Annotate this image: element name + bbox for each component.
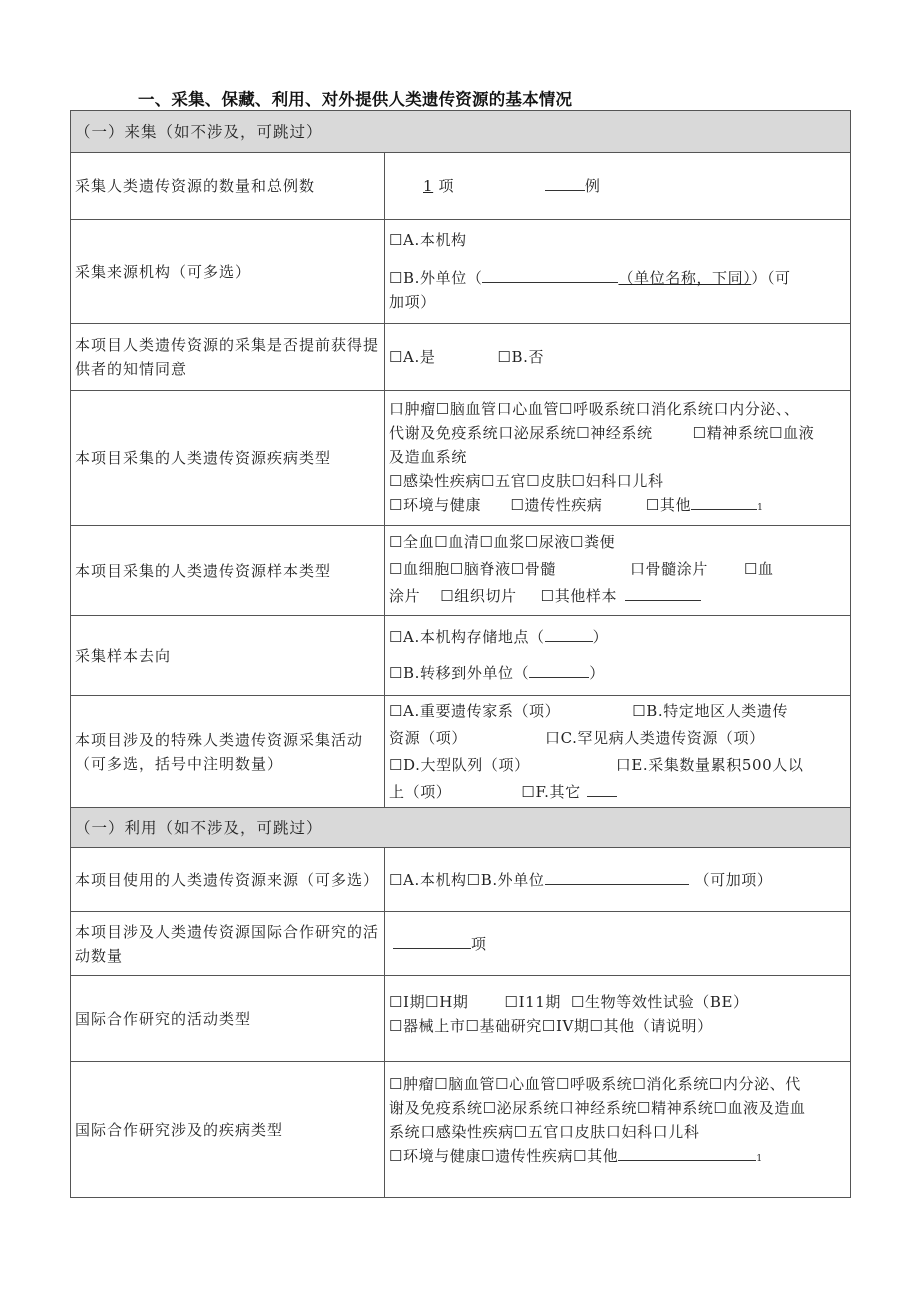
checkbox-family[interactable]: ☐A.重要遗传家系（项） xyxy=(389,702,561,720)
disease-line-4[interactable]: ☐感染性疾病☐五官☐皮肤☐妇科口儿科 xyxy=(389,471,664,490)
row-value-use-source xyxy=(385,848,851,912)
cases-unit: 例 xyxy=(584,177,601,195)
section-header-use: （一）利用（如不涉及，可跳过） xyxy=(71,808,851,848)
row-value-special-activity xyxy=(385,696,851,808)
checkbox-use-source[interactable]: ☐A.本机构☐B.外单位 xyxy=(389,870,545,889)
add-item-note: ）（可 xyxy=(751,268,791,287)
checkbox-own-org[interactable]: ☐A.本机构 xyxy=(389,230,467,249)
row-value-disease-type xyxy=(385,391,851,526)
disease-line-2a[interactable]: 代谢及免疫系统口泌尿系统☐神经系统 xyxy=(389,423,653,442)
use-external-field[interactable] xyxy=(545,868,689,885)
checkbox-marrow-smear[interactable]: 口骨髓涂片 xyxy=(629,559,708,578)
section-header-collect: （一）来集（如不涉及，可跳过） xyxy=(71,111,851,153)
count-field[interactable]: 1 xyxy=(423,177,434,195)
other-disease-field[interactable] xyxy=(691,493,757,510)
row-label-special-activity: 本项目涉及的特殊人类遗传资源采集活动（可多选，括号中注明数量） xyxy=(71,696,385,808)
external-unit-field[interactable] xyxy=(529,661,589,678)
intl-type-line-2[interactable]: ☐器械上市☐基础研究☐IV期☐其他（请说明） xyxy=(389,1016,713,1035)
row-label-consent: 本项目人类遗传资源的采集是否提前获得提供者的知情同意 xyxy=(71,324,385,391)
row-label-use-source: 本项目使用的人类遗传资源来源（可多选） xyxy=(71,848,385,912)
intl-disease-line-4[interactable]: ☐环境与健康☐遗传性疾病☐其他 xyxy=(389,1147,619,1165)
paren-close-2: ） xyxy=(589,663,605,682)
checkbox-own-storage[interactable]: ☐A.本机构存储地点（ xyxy=(389,627,545,646)
row-value-source-org xyxy=(385,220,851,324)
row-value-intl-count xyxy=(385,912,851,976)
count-unit: 项 xyxy=(438,177,455,195)
intl-count-field[interactable] xyxy=(393,932,471,949)
other-activity-field[interactable] xyxy=(587,780,617,797)
add-item-note-cont: 加项） xyxy=(389,292,436,311)
disease-line-3: 及造血系统 xyxy=(389,447,468,466)
cases-field[interactable] xyxy=(545,174,585,191)
sample-line-2a[interactable]: ☐血细胞☐脑脊液☐骨髓 xyxy=(389,559,556,578)
row-label-destination: 采集样本去向 xyxy=(71,616,385,696)
footnote-mark: 1 xyxy=(757,502,764,513)
checkbox-region[interactable]: ☐B.特定地区人类遗传 xyxy=(632,702,789,720)
row-value-consent xyxy=(385,324,851,391)
checkbox-hereditary[interactable]: ☐遗传性疾病 xyxy=(510,495,603,514)
checkbox-other-sample[interactable]: ☐其他样本 xyxy=(540,586,618,605)
sample-line-3a: 涂片 xyxy=(389,586,421,605)
special-line-2a: 资源（项） xyxy=(389,729,468,747)
row-label-source-org: 采集来源机构（可多选） xyxy=(71,220,385,324)
checkbox-environment[interactable]: ☐环境与健康 xyxy=(389,495,482,514)
row-label-sample-type: 本项目采集的人类遗传资源样本类型 xyxy=(71,526,385,616)
checkbox-phase-1-2[interactable]: ☐I期☐H期 xyxy=(389,992,469,1011)
row-value-intl-disease xyxy=(385,1062,851,1198)
page-title: 一、采集、保藏、利用、对外提供人类遗传资源的基本情况 xyxy=(138,90,573,109)
intl-other-disease-field[interactable] xyxy=(618,1144,756,1161)
checkbox-consent-yes[interactable]: ☐A.是 xyxy=(389,348,436,366)
checkbox-transfer-external[interactable]: ☐B.转移到外单位（ xyxy=(389,663,530,682)
row-value-destination xyxy=(385,616,851,696)
external-org-field[interactable] xyxy=(482,266,618,283)
row-label-disease-type: 本项目采集的人类遗传资源疾病类型 xyxy=(71,391,385,526)
sample-line-1[interactable]: ☐全血☐血清☐血浆☐尿液☐粪便 xyxy=(389,532,616,551)
other-sample-field[interactable] xyxy=(625,584,701,601)
checkbox-consent-no[interactable]: ☐B.否 xyxy=(497,348,545,366)
footnote-mark-2: 1 xyxy=(756,1154,763,1164)
row-label-intl-type: 国际合作研究的活动类型 xyxy=(71,976,385,1062)
row-value-intl-type xyxy=(385,976,851,1062)
intl-count-unit: 项 xyxy=(471,934,487,953)
checkbox-external-org[interactable]: ☐B.外单位（ xyxy=(389,268,483,287)
intl-disease-line-1[interactable]: ☐肿瘤☐脑血管☐心血管☐呼吸系统☐消化系统☐内分泌、代 xyxy=(389,1075,801,1093)
checkbox-cohort[interactable]: ☐D.大型队列（项） xyxy=(389,756,530,774)
checkbox-other-activity[interactable]: ☐F.其它 xyxy=(521,783,581,801)
org-name-hint: （单位名称，下同） xyxy=(618,268,752,287)
row-value-count xyxy=(385,153,851,220)
checkbox-phase-3[interactable]: ☐I11期 xyxy=(504,992,561,1011)
disease-line-2b[interactable]: ☐精神系统☐血液 xyxy=(692,423,815,442)
row-label-intl-count: 本项目涉及人类遗传资源国际合作研究的活动数量 xyxy=(71,912,385,976)
checkbox-be-test[interactable]: ☐生物等效性试验（BE） xyxy=(570,992,749,1011)
storage-location-field[interactable] xyxy=(545,625,593,642)
checkbox-blood[interactable]: ☐血 xyxy=(743,559,774,578)
checkbox-over-500[interactable]: 口E.采集数量累积500人以 xyxy=(615,756,804,774)
row-label-count: 采集人类遗传资源的数量和总例数 xyxy=(71,153,385,220)
checkbox-tissue-section[interactable]: ☐组织切片 xyxy=(440,586,517,605)
checkbox-other-disease[interactable]: ☐其他 xyxy=(645,495,692,514)
info-table xyxy=(70,110,851,1198)
intl-disease-line-3[interactable]: 系统口感染性疾病☐五官口皮肤口妇科口儿科 xyxy=(389,1123,700,1141)
paren-close: ） xyxy=(592,627,609,646)
special-line-4a: 上（项） xyxy=(389,783,452,801)
intl-disease-line-2[interactable]: 谢及免疫系统☐泌尿系统口神经系统☐精神系统☐血液及造血 xyxy=(389,1099,806,1117)
checkbox-rare-disease[interactable]: 口C.罕见病人类遗传资源（项） xyxy=(545,729,765,747)
use-add-item-note: （可加项） xyxy=(694,870,773,889)
row-value-sample-type xyxy=(385,526,851,616)
row-label-intl-disease: 国际合作研究涉及的疾病类型 xyxy=(71,1062,385,1198)
disease-line-1[interactable]: 口肿瘤☐脑血管口心血管☐呼吸系统口消化系统口内分泌、、 xyxy=(389,399,800,418)
